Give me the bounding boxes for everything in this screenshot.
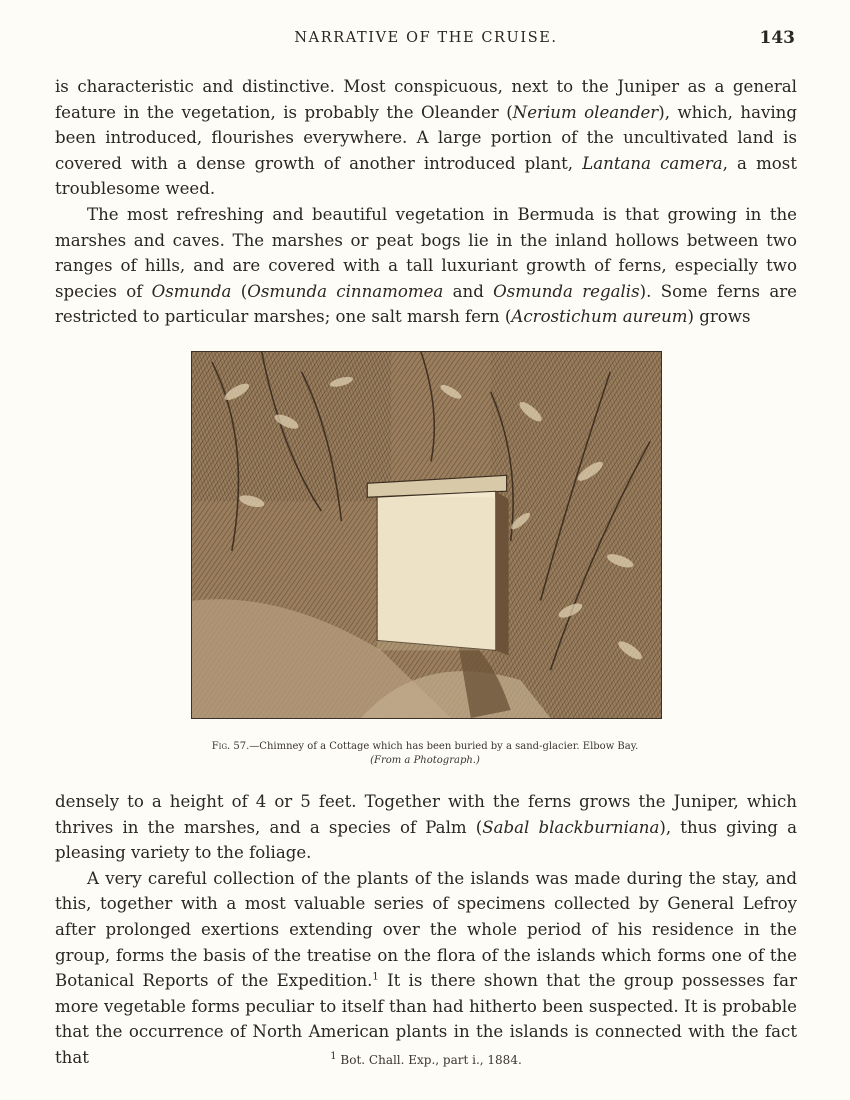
footnote-ref: 1: [372, 971, 379, 983]
text-run: , a most troublesome weed.: [55, 153, 797, 199]
body-text-bottom: [55, 789, 797, 1071]
text-run: (: [231, 281, 248, 301]
text-run: ), which, having been introduced, flourishes everywhere. A large portion of the uncultivated land is covered with a dense growth of another introduced plant,: [55, 102, 797, 173]
caption-text: —Chimney of a Cottage which has been buried by a sand-glacier. Elbow Bay.: [249, 741, 639, 752]
text-run: The most refreshing and beautiful vegetation in Bermuda is that growing in the marshes and caves. The marshes or peat bogs lie in the inland hollows between two ranges of hills, and are covered with a tall luxuriant growth of ferns, especially two species of: [55, 204, 797, 301]
italic-run: Sabal blackburniana: [482, 817, 660, 837]
text-run: ) grows: [687, 307, 751, 327]
page-header: [55, 30, 797, 54]
paragraph: [55, 74, 797, 202]
footnote-text: Bot. Chall. Exp., part i., 1884.: [336, 1053, 522, 1067]
caption-label: Fig. 57.: [211, 741, 250, 752]
body-text-top: [55, 74, 797, 330]
text-run: It is there shown that the group possesses far more vegetable forms peculiar to itself than had hitherto been suspected. It is probable that the occurrence of North American plants in the islands is connected with the fact that: [55, 971, 797, 1067]
text-run: is characteristic and distinctive. Most conspicuous, next to the Juniper as a general feature in the vegetation, is probably the Oleander (: [55, 77, 797, 122]
footnote-marker: 1: [330, 1051, 337, 1062]
text-run: ). Some ferns are restricted to particular marshes; one salt marsh fern (: [55, 281, 797, 327]
text-run: and: [443, 281, 494, 301]
italic-run: Nerium oleander: [512, 102, 659, 122]
paragraph: [55, 789, 797, 866]
footnote: [55, 1053, 797, 1067]
text-run: ), thus giving a pleasing variety to the foliage.: [55, 817, 797, 863]
caption-source: (From a Photograph.): [370, 755, 480, 766]
italic-run: Lantana camera: [582, 153, 723, 173]
italic-run: Osmunda cinnamomea: [247, 281, 444, 301]
text-run: densely to a height of 4 or 5 feet. Together with the ferns grows the Juniper, which thrives in the marshes, and a species of Palm (: [55, 792, 797, 837]
italic-run: Osmunda regalis: [493, 281, 640, 301]
page-number: 143: [759, 28, 795, 48]
figure-engraving: [191, 351, 662, 719]
figure-caption: [60, 740, 790, 768]
paragraph: [55, 202, 797, 330]
running-title: NARRATIVE OF THE CRUISE.: [294, 30, 558, 46]
paragraph: [55, 866, 797, 1071]
chimney-engraving-illustration: [192, 352, 661, 718]
italic-run: Acrostichum aureum: [511, 307, 688, 327]
italic-run: Osmunda: [151, 281, 232, 301]
text-run: A very careful collection of the plants of the islands was made during the stay, and this, together with a most valuable series of specimens collected by General Lefroy after prolonged exertions extending over the whole period of his residence in the group, forms the basis of the treatise on the flora of the islands which forms one of the Botanical Reports of the Expedition.: [55, 868, 797, 991]
